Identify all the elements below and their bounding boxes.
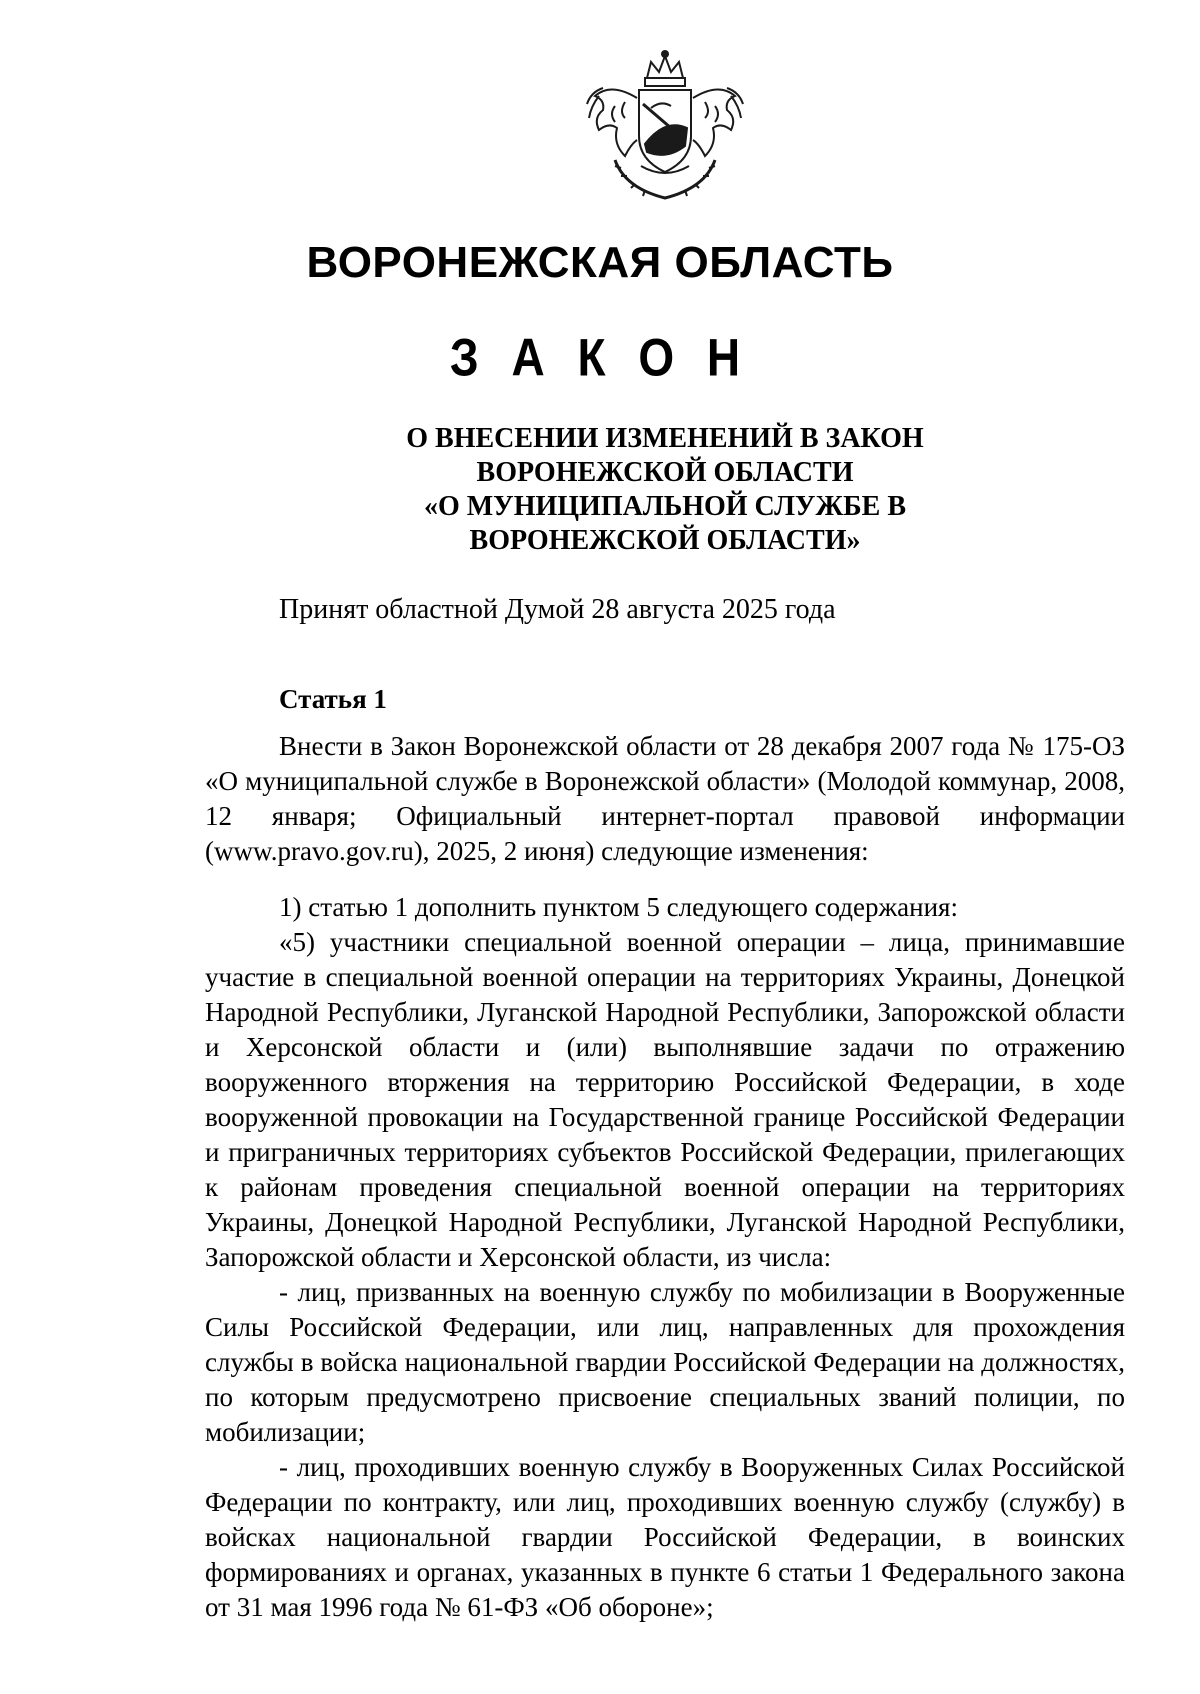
law-title — [300, 422, 1030, 558]
law-title-line: ВОРОНЕЖСКОЙ ОБЛАСТИ — [476, 457, 854, 488]
document-type: З А К О Н — [449, 327, 751, 387]
article-intro-text: Внести в Закон Воронежской области от 28 декабря 2007 года № 175-ОЗ «О муниципальной службе в Воронежской области» (Молодой коммунар, 2008, 12 января; Официальный интернет-портал правовой информации (www.pravo.gov.ru), 2025, 2 июня) следующие изменения: — [205, 731, 1125, 866]
coat-of-arms-icon — [585, 48, 745, 206]
article-items — [205, 890, 1125, 1625]
law-title-line: ВОРОНЕЖСКОЙ ОБЛАСТИ» — [469, 525, 861, 556]
law-title-line: О ВНЕСЕНИИ ИЗМЕНЕНИЙ В ЗАКОН — [406, 423, 924, 454]
article-item: - лиц, проходивших военную службу в Вооруженных Силах Российской Федерации по контракту, или лиц, проходивших военную службу (службу) в войсках национальной гвардии Российской Федерации, в воинских формированиях и органах, указанных в пункте 6 статьи 1 Федерального закона от 31 мая 1996 года № 61-ФЗ «Об обороне»; — [205, 1452, 1125, 1622]
article-item: «5) участники специальной военной операции – лица, принимавшие участие в специальной военной операции на территориях Украины, Донецкой Народной Республики, Луганской Народной Республики, Запорожской области и Херсонской области и (или) выполнявшие задачи по отражению вооруженного вторжения на территорию Российской Федерации, в ходе вооруженной провокации на Государственной границе Российской Федерации и приграничных территориях субъектов Российской Федерации, прилегающих к районам проведения специальной военной операции на территориях Украины, Донецкой Народной Республики, Луганской Народной Республики, Запорожской области и Херсонской области, из числа: — [205, 927, 1125, 1272]
article-item: - лиц, призванных на военную службу по мобилизации в Вооруженные Силы Российской Федерации, или лиц, направленных для прохождения службы в войска национальной гвардии Российской Федерации на должностях, по которым предусмотрено присвоение специальных званий полиции, по мобилизации; — [205, 1277, 1125, 1447]
adoption-date: Принят областной Думой 28 августа 2025 года — [279, 594, 836, 625]
article-heading: Статья 1 — [279, 684, 387, 714]
article-item: 1) статью 1 дополнить пунктом 5 следующего содержания: — [279, 892, 958, 922]
article-intro — [205, 729, 1125, 869]
region-name: ВОРОНЕЖСКАЯ ОБЛАСТЬ — [306, 238, 894, 287]
law-title-line: «О МУНИЦИПАЛЬНОЙ СЛУЖБЕ В — [423, 491, 907, 522]
